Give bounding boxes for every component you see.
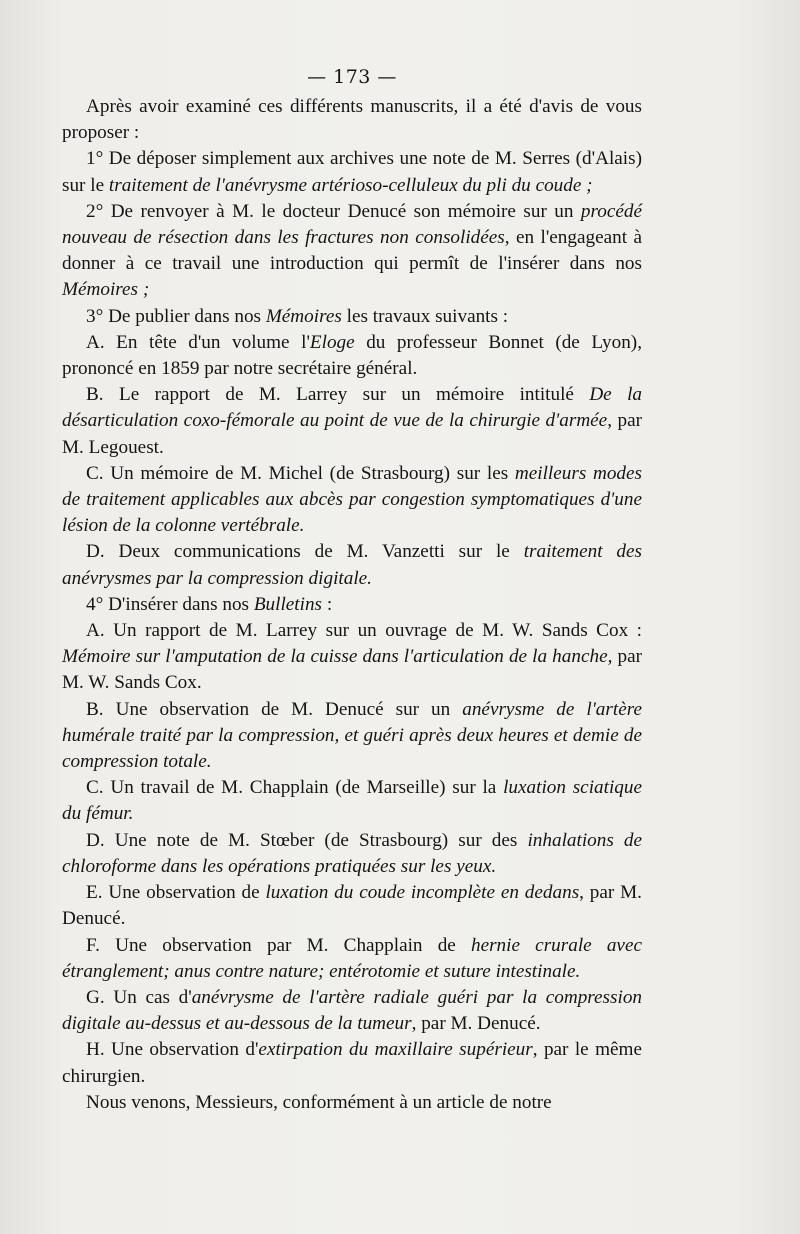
- italic-text: anévrysme de l'artère humérale traité par la compression, et guéri après deux heures et demie de compression totale.: [62, 698, 642, 773]
- paragraph-intro: [62, 94, 642, 146]
- text-run: Nous venons, Messieurs, conformément à un article de notre: [86, 1091, 552, 1113]
- text-run: du professeur Bonnet (de Lyon), prononcé en 1859 par notre secrétaire général.: [62, 331, 642, 380]
- paragraph-p4d: [62, 828, 642, 880]
- text-run: , en l'engageant à donner à ce travail une introduction qui permît de l'insérer dans nos: [62, 227, 642, 275]
- italic-text: luxation du coude incomplète en dedans: [265, 882, 580, 904]
- italic-text: Mémoires: [265, 305, 342, 327]
- paragraph-p4g: [62, 985, 642, 1037]
- paragraph-p1: [62, 146, 642, 198]
- italic-text: Bulletins: [253, 593, 323, 615]
- paragraph-p4c: [62, 775, 642, 827]
- italic-text: traitement de l'anévrysme artérioso-celluleux du pli du coude ;: [108, 174, 593, 196]
- italic-text: luxation sciatique du fémur.: [62, 777, 642, 825]
- paragraph-p4: [62, 592, 642, 618]
- italic-text: meilleurs modes de traitement applicables aux abcès par congestion symptomatiques d'une lésion de la colonne vertébrale.: [62, 462, 642, 537]
- text-run: B. Le rapport de M. Larrey sur un mémoire intitulé: [86, 384, 590, 406]
- paragraph-p4e: [62, 880, 642, 932]
- paragraph-p3: [62, 304, 642, 330]
- paragraph-p4b: [62, 697, 642, 776]
- paragraph-p3a: [62, 330, 642, 382]
- text-run: A. Un rapport de M. Larrey sur un ouvrage de M. W. Sands Cox :: [86, 620, 642, 642]
- paragraph-p3c: [62, 461, 642, 540]
- paragraph-closing: [62, 1090, 642, 1116]
- italic-text: Mémoire sur l'amputation de la cuisse dans l'articulation de la hanche,: [62, 646, 613, 668]
- text-run: F. Une observation par M. Chapplain de: [86, 934, 471, 956]
- text-run: C. Un mémoire de M. Michel (de Strasbourg) sur les: [86, 462, 515, 484]
- text-run: B. Une observation de M. Denucé sur un: [86, 698, 463, 720]
- text-run: 4° D'insérer dans nos: [86, 593, 254, 615]
- text-run: E. Une observation de: [86, 882, 266, 904]
- text-run: D. Une note de M. Stœber (de Strasbourg) sur des: [86, 829, 528, 851]
- text-run: C. Un travail de M. Chapplain (de Marseille) sur la: [86, 777, 504, 799]
- text-run: , par M. Legouest.: [62, 410, 642, 458]
- text-run: les travaux suivants :: [341, 305, 509, 327]
- page-number: — 173 —: [307, 66, 397, 88]
- italic-text: hernie crurale avec étranglement; anus contre nature; entérotomie et suture intestinale.: [62, 934, 642, 982]
- paragraph-p4h: [62, 1037, 642, 1089]
- text-run: 3° De publier dans nos: [86, 305, 266, 327]
- text-run: , par M. Denucé.: [62, 882, 642, 930]
- italic-text: De la désarticulation coxo-fémorale au point de vue de la chirurgie d'armée: [62, 384, 642, 432]
- text-run: D. Deux communications de M. Vanzetti sur le: [86, 541, 524, 563]
- italic-text: traitement des anévrysmes par la compression digitale.: [62, 541, 642, 589]
- text-run: 1° De déposer simplement aux archives une note de M. Serres (d'Alais) sur le: [62, 148, 642, 196]
- italic-text: anévrysme de l'artère radiale guéri par la compression digitale au-dessus et au-dessous de la tumeur: [62, 986, 643, 1035]
- paragraph-p4a: [62, 618, 642, 697]
- body-text: [62, 94, 642, 1116]
- text-run: G. Un cas d': [86, 986, 192, 1008]
- italic-text: Eloge: [309, 331, 355, 353]
- text-run: :: [322, 593, 333, 615]
- text-run: H. Une observation d': [86, 1039, 259, 1061]
- paragraph-p4f: [62, 933, 642, 985]
- text-run: , par le même chirurgien.: [62, 1039, 642, 1087]
- italic-text: inhalations de chloroforme dans les opérations pratiquées sur les yeux.: [62, 829, 642, 877]
- paragraph-p2: [62, 199, 642, 304]
- italic-text: Mémoires ;: [62, 279, 150, 301]
- text-run: 2° De renvoyer à M. le docteur Denucé son mémoire sur un: [86, 200, 581, 222]
- italic-text: procédé nouveau de résection dans les fractures non consolidées: [62, 200, 642, 249]
- italic-text: extirpation du maxillaire supérieur: [258, 1039, 533, 1061]
- paragraph-p3b: [62, 382, 642, 461]
- paragraph-p3d: [62, 539, 642, 591]
- text-run: , par M. Denucé.: [411, 1013, 541, 1035]
- text-run: par M. W. Sands Cox.: [62, 646, 642, 694]
- text-run: A. En tête d'un volume l': [86, 331, 310, 353]
- text-run: Après avoir examiné ces différents manuscrits, il a été d'avis de vous proposer :: [62, 96, 642, 144]
